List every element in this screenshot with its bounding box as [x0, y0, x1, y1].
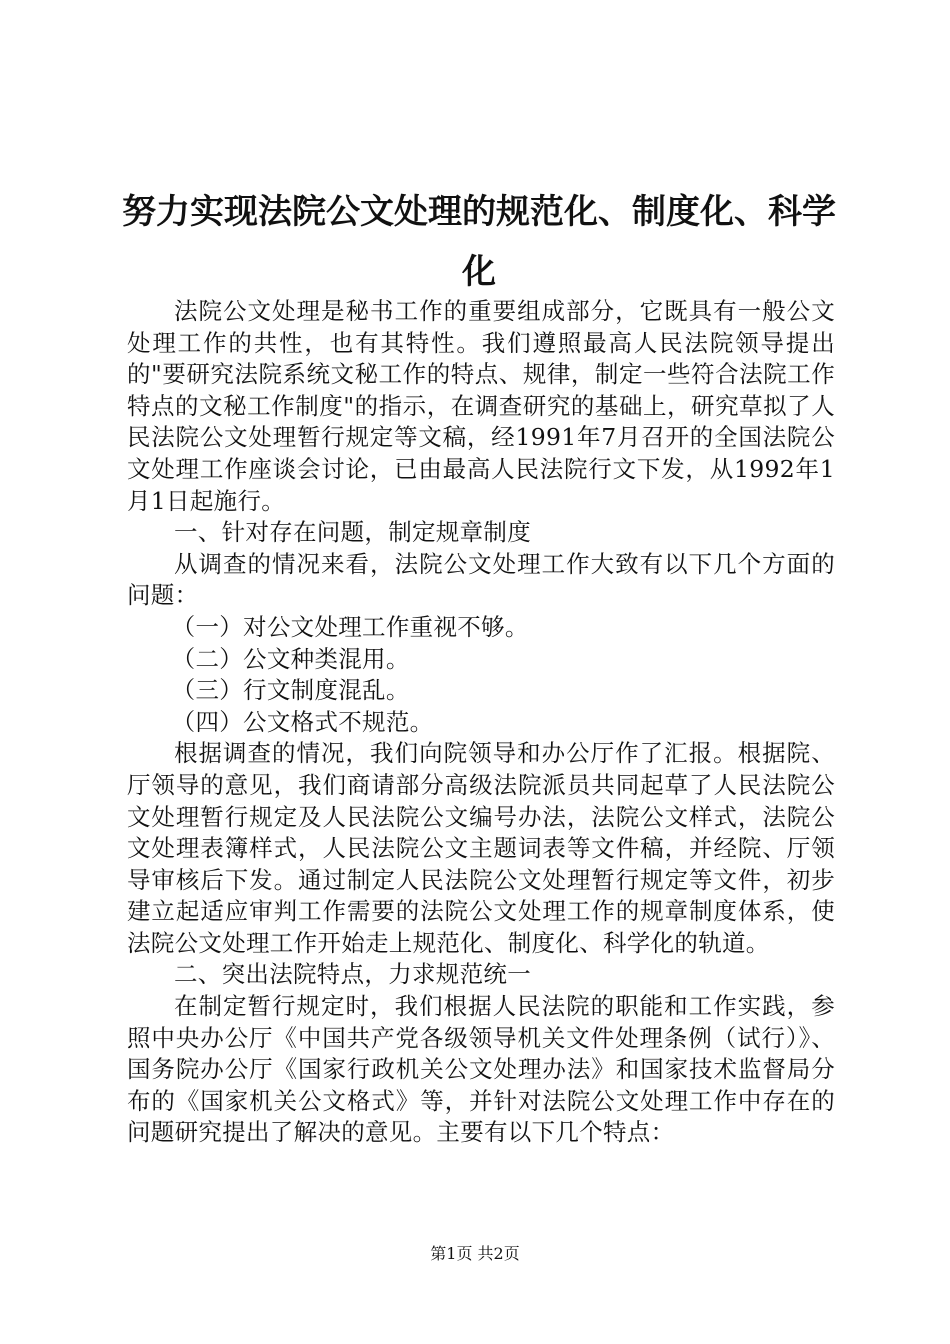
- paragraph-features: 在制定暂行规定时，我们根据人民法院的职能和工作实践，参照中央办公厅《中国共产党各级领导机关文件处理条例（试行）》、国务院办公厅《国家行政机关公文处理办法》和国家技术监督局分布的《国家机关公文格式》等，并针对法院公文处理工作中存在的问题研究提出了解决的意见。主要有以下几个特点：: [127, 992, 835, 1147]
- paragraph-survey: 从调查的情况来看，法院公文处理工作大致有以下几个方面的问题：: [127, 549, 835, 610]
- paragraph-intro: 法院公文处理是秘书工作的重要组成部分，它既具有一般公文处理工作的共性，也有其特性。我们遵照最高人民法院领导提出的"要研究法院系统文秘工作的特点、规律，制定一些符合法院工作特点的文秘工作制度"的指示，在调查研究的基础上，研究草拟了人民法院公文处理暂行规定等文稿，经1991年7月召开的全国法院公文处理工作座谈会讨论，已由最高人民法院行文下发，从1992年1月1日起施行。: [127, 297, 835, 515]
- list-item-3: （三）行文制度混乱。: [171, 676, 410, 705]
- section-heading-2: 二、突出法院特点，力求规范统一: [174, 960, 531, 989]
- paragraph-report: 根据调查的情况，我们向院领导和办公厅作了汇报。根据院、厅领导的意见，我们商请部分高级法院派员共同起草了人民法院公文处理暂行规定及人民法院公文编号办法，法院公文样式，法院公文处理表簿样式，人民法院公文主题词表等文件稿，并经院、厅领导审核后下发。通过制定人民法院公文处理暂行规定等文件，初步建立起适应审判工作需要的法院公文处理工作的规章制度体系，使法院公文处理工作开始走上规范化、制度化、科学化的轨道。: [127, 739, 835, 957]
- section-heading-1: 一、针对存在问题，制定规章制度: [174, 518, 531, 547]
- list-item-4: （四）公文格式不规范。: [171, 707, 434, 736]
- page-footer: 第1页 共2页: [430, 1244, 520, 1263]
- list-item-1: （一）对公文处理工作重视不够。: [171, 612, 529, 641]
- list-item-2: （二）公文种类混用。: [171, 644, 410, 673]
- document-body: [127, 296, 835, 1149]
- document-title: 努力实现法院公文处理的规范化、制度化、科学化: [122, 192, 836, 292]
